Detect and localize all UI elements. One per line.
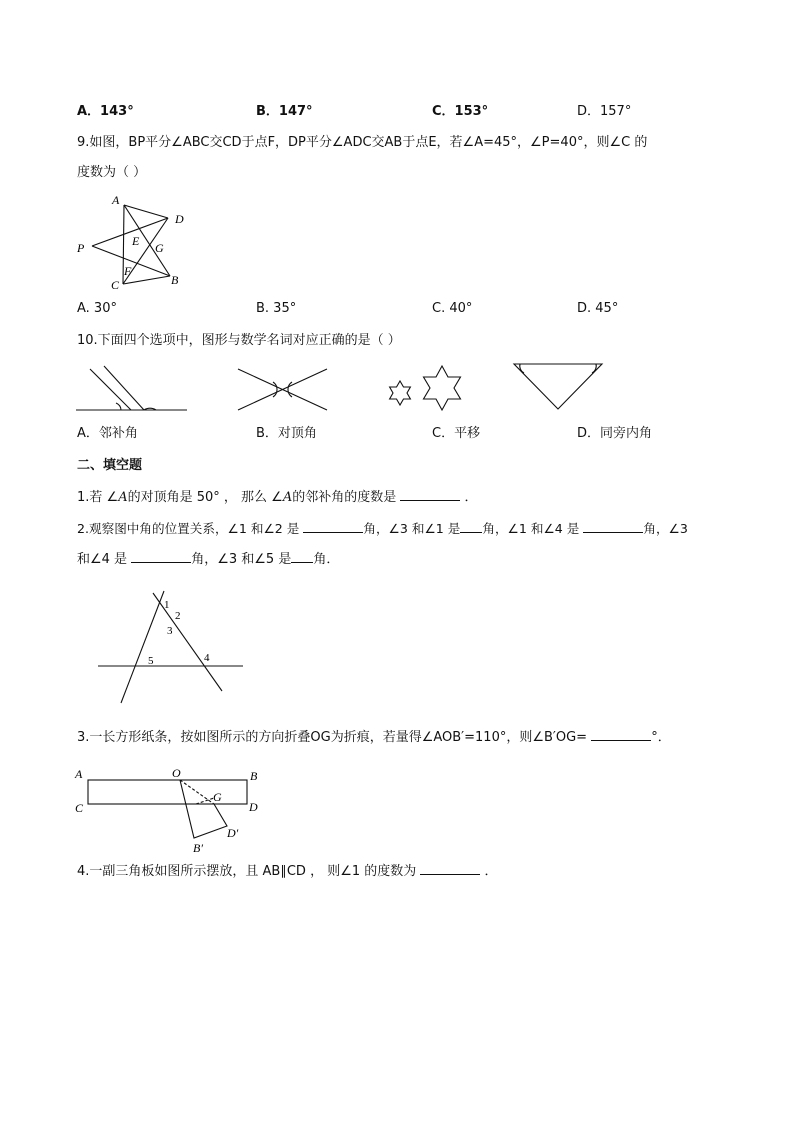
q10-stem: 10.下面四个选项中，图形与数学名词对应正确的是（ ） xyxy=(77,333,401,348)
f2-blank-1[interactable] xyxy=(303,520,363,533)
f3-label-d-prime: D′ xyxy=(227,826,239,840)
f1-text-pre: 1.若 ∠ xyxy=(77,490,119,505)
q10-option-c: C．平移 xyxy=(432,426,481,441)
f4-text-pre: 4.一副三角板如图所示摆放，且 AB∥CD ， 则∠1 的度数为 xyxy=(77,864,417,879)
f3-label-d: D xyxy=(249,800,258,814)
f2-text-1: 2.观察图中角的位置关系，∠1 和∠2 是 xyxy=(77,521,304,536)
f3-label-g: G xyxy=(213,790,222,804)
q10-figure-a xyxy=(76,364,188,412)
q9-label-f: F xyxy=(124,264,132,278)
f3-label-a: A xyxy=(75,767,83,781)
f3-label-b-prime: B′ xyxy=(193,841,203,855)
f2-text-7: 角． xyxy=(313,552,340,567)
fill-q2-line2 xyxy=(77,550,339,569)
f2-text-4: 角，∠3 xyxy=(643,521,688,536)
f2-blank-5[interactable] xyxy=(291,550,313,563)
q10-figure-b xyxy=(237,366,329,412)
f2-label-3: 3 xyxy=(167,625,173,637)
f1-text-mid: 的对顶角是 50° ， 那么 ∠ xyxy=(127,490,283,505)
f2-figure xyxy=(97,590,245,706)
q9-option-a: A. 30° xyxy=(77,301,117,316)
q9-label-g: G xyxy=(155,241,164,255)
f2-label-2: 2 xyxy=(175,610,181,622)
f2-text-3: 角，∠1 和∠4 是 xyxy=(482,521,584,536)
q10-option-b: B．对顶角 xyxy=(256,426,317,441)
f4-text-post: ． xyxy=(484,864,498,879)
fill-q1 xyxy=(77,488,478,507)
f2-label-5: 5 xyxy=(148,655,154,667)
f1-text-post: 的邻补角的度数是 xyxy=(292,490,397,505)
f2-label-4: 4 xyxy=(204,652,210,664)
f1-text-end: ． xyxy=(464,490,478,505)
q8-option-a: A．143° xyxy=(77,104,134,119)
section-title: 二、填空题 xyxy=(77,458,143,473)
f3-label-o: O xyxy=(172,766,181,780)
q9-label-d: D xyxy=(175,212,184,226)
q9-label-b: B xyxy=(171,273,179,287)
f2-text-5: 和∠4 是 xyxy=(77,552,132,567)
f2-text-2: 角，∠3 和∠1 是 xyxy=(363,521,461,536)
q8-option-b: B．147° xyxy=(256,104,313,119)
q10-option-a: A．邻补角 xyxy=(77,426,138,441)
q9-label-a: A xyxy=(112,193,120,207)
q10-figure-c xyxy=(384,364,468,414)
q9-option-b: B. 35° xyxy=(256,301,297,316)
f1-answer-blank[interactable] xyxy=(400,488,460,501)
q10-option-d: D．同旁内角 xyxy=(577,426,653,441)
q9-label-c: C xyxy=(111,278,120,292)
q9-stem-line2: 度数为（ ） xyxy=(77,165,147,180)
f4-answer-blank[interactable] xyxy=(420,862,480,875)
f1-var-a2: A xyxy=(282,490,293,505)
q8-option-d: D．157° xyxy=(577,104,632,119)
f3-label-c: C xyxy=(75,801,84,815)
q9-stem-line1: 9.如图，BP平分∠ABC交CD于点F，DP平分∠ADC交AB于点E，若∠A=45°，∠P=40°，则∠C 的 xyxy=(77,135,648,150)
f3-answer-blank[interactable] xyxy=(591,728,651,741)
f3-figure xyxy=(72,764,272,856)
f2-blank-3[interactable] xyxy=(583,520,643,533)
f2-label-1: 1 xyxy=(164,599,170,611)
f2-blank-2[interactable] xyxy=(460,520,482,533)
f3-text-pre: 3.一长方形纸条，按如图所示的方向折叠OG为折痕，若量得∠AOB′=110°，则∠B′OG= xyxy=(77,730,588,745)
q9-figure xyxy=(70,190,200,292)
fill-q4 xyxy=(77,862,498,881)
fill-q3 xyxy=(77,728,671,747)
f2-blank-4[interactable] xyxy=(131,550,191,563)
f3-text-post: °． xyxy=(651,730,671,745)
q9-label-e: E xyxy=(132,234,140,248)
f3-label-b: B xyxy=(250,769,258,783)
q9-option-d: D. 45° xyxy=(577,301,619,316)
q10-figure-d xyxy=(512,362,604,412)
q9-label-p: P xyxy=(77,241,85,255)
q8-option-c: C．153° xyxy=(432,104,489,119)
f2-text-6: 角，∠3 和∠5 是 xyxy=(191,552,292,567)
fill-q2-line1 xyxy=(77,520,688,538)
q9-option-c: C. 40° xyxy=(432,301,473,316)
f1-var-a: A xyxy=(118,490,128,505)
